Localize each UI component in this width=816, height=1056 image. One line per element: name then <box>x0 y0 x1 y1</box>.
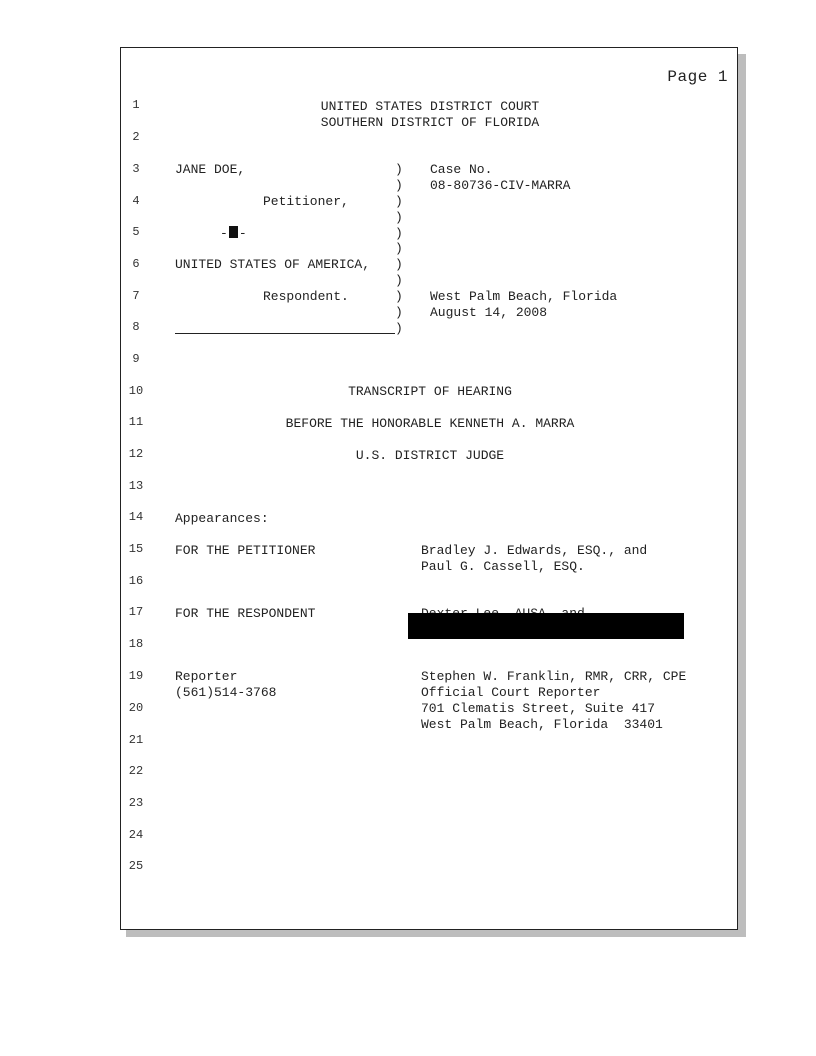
line-number: 2 <box>132 130 140 144</box>
caption-paren: ) <box>395 241 403 256</box>
line-number: 1 <box>132 98 140 112</box>
caption-paren: ) <box>395 210 403 225</box>
line-number: 10 <box>128 384 144 398</box>
page-number: Page 1 <box>667 68 728 86</box>
petitioner-counsel-2: Paul G. Cassell, ESQ. <box>421 559 585 574</box>
line-number: 5 <box>132 225 140 239</box>
line-number: 13 <box>128 479 144 493</box>
caption-paren: ) <box>395 194 403 209</box>
line-number: 17 <box>128 605 144 619</box>
line-number: 15 <box>128 542 144 556</box>
line-number: 8 <box>132 320 140 334</box>
reporter-title: Official Court Reporter <box>421 685 601 700</box>
line-number: 19 <box>128 669 144 683</box>
caption-paren: ) <box>395 305 403 320</box>
plaintiff-role: Petitioner, <box>263 194 349 209</box>
plaintiff-name: JANE DOE, <box>175 162 246 177</box>
court-name: UNITED STATES DISTRICT COURT <box>320 99 540 114</box>
line-number: 4 <box>132 194 140 208</box>
line-number: 21 <box>128 733 144 747</box>
court-district: SOUTHERN DISTRICT OF FLORIDA <box>320 115 540 130</box>
line-number: 12 <box>128 447 144 461</box>
line-number: 24 <box>128 828 144 842</box>
versus-marker: - - <box>220 226 247 241</box>
line-number: 18 <box>128 637 144 651</box>
line-number: 16 <box>128 574 144 588</box>
caption-paren: ) <box>395 289 403 304</box>
reporter-name: Stephen W. Franklin, RMR, CRR, CPE <box>421 669 687 684</box>
line-number: 9 <box>132 352 140 366</box>
caption-underline <box>175 333 395 334</box>
petitioner-label: FOR THE PETITIONER <box>175 543 316 558</box>
line-number: 22 <box>128 764 144 778</box>
line-number: 6 <box>132 257 140 271</box>
case-number: 08-80736-CIV-MARRA <box>430 178 571 193</box>
defendant-name: UNITED STATES OF AMERICA, <box>175 257 371 272</box>
defendant-role: Respondent. <box>263 289 349 304</box>
judge-line: BEFORE THE HONORABLE KENNETH A. MARRA <box>285 416 575 431</box>
line-number: 20 <box>128 701 144 715</box>
caption-paren: ) <box>395 257 403 272</box>
case-label: Case No. <box>430 162 493 177</box>
line-number: 7 <box>132 289 140 303</box>
line-number: 14 <box>128 510 144 524</box>
judge-title: U.S. DISTRICT JUDGE <box>355 448 505 463</box>
caption-paren: ) <box>395 273 403 288</box>
caption-paren: ) <box>395 321 403 336</box>
respondent-label: FOR THE RESPONDENT <box>175 606 316 621</box>
transcript-title: TRANSCRIPT OF HEARING <box>348 384 512 399</box>
redaction-mark <box>229 226 238 238</box>
appearances-label: Appearances: <box>175 511 269 526</box>
hearing-date: August 14, 2008 <box>430 305 548 320</box>
caption-paren: ) <box>395 178 403 193</box>
reporter-address-2: West Palm Beach, Florida 33401 <box>421 717 663 732</box>
hearing-location: West Palm Beach, Florida <box>430 289 618 304</box>
redaction-bar <box>408 613 684 639</box>
petitioner-counsel-1: Bradley J. Edwards, ESQ., and <box>421 543 648 558</box>
line-number: 11 <box>128 415 144 429</box>
line-number: 23 <box>128 796 144 810</box>
reporter-address-1: 701 Clematis Street, Suite 417 <box>421 701 656 716</box>
caption-paren: ) <box>395 162 403 177</box>
reporter-phone: (561)514-3768 <box>175 685 277 700</box>
reporter-label: Reporter <box>175 669 238 684</box>
line-number: 25 <box>128 859 144 873</box>
caption-paren: ) <box>395 226 403 241</box>
line-number: 3 <box>132 162 140 176</box>
transcript-page <box>120 47 738 930</box>
